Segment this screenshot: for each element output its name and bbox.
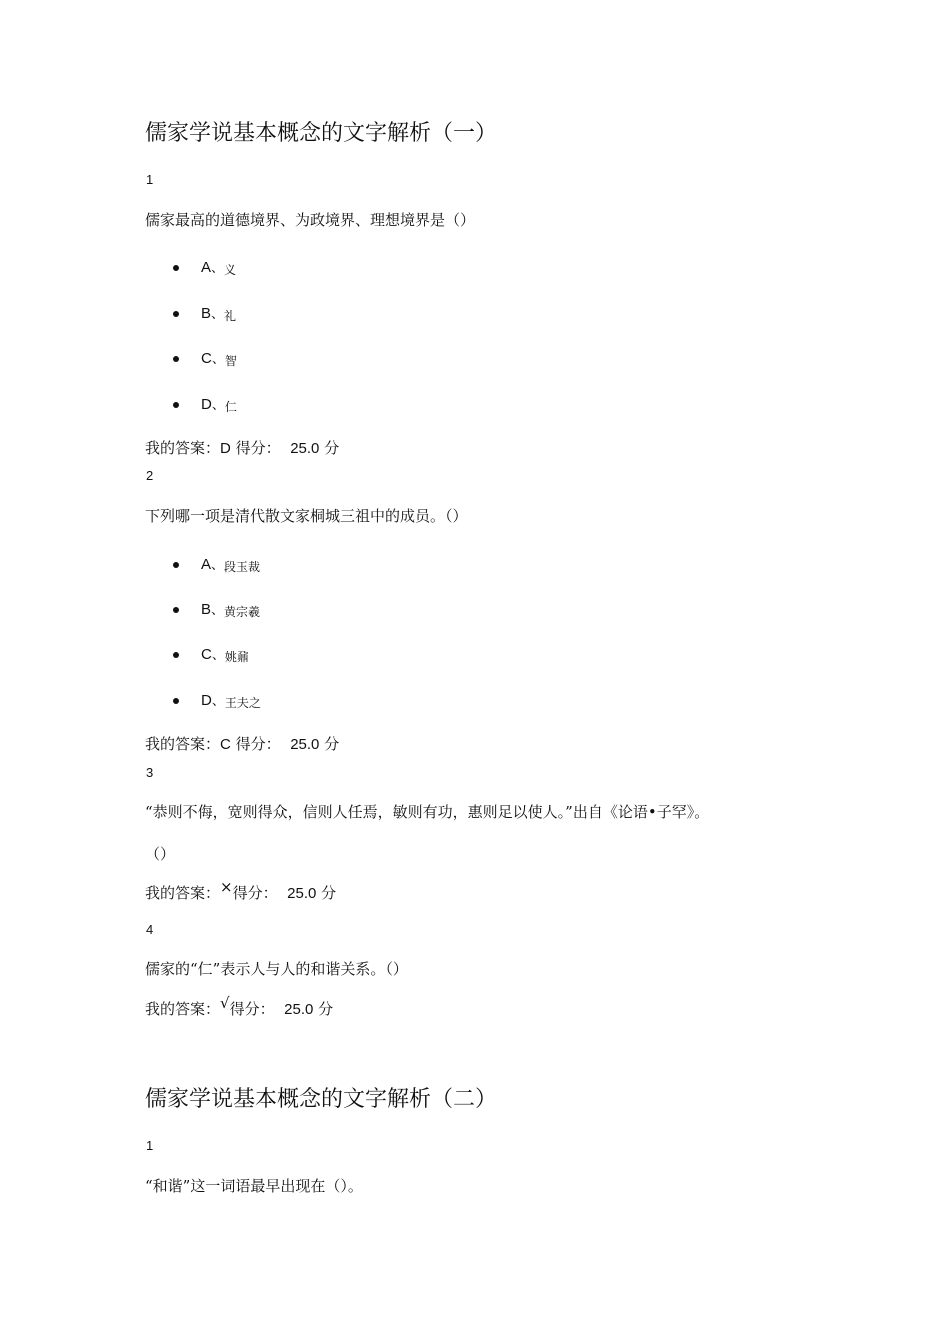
option-item: D、仁 bbox=[173, 396, 237, 412]
question-text: “和谐”这一词语最早出现在（）。 bbox=[145, 1177, 363, 1195]
question-number: 2 bbox=[146, 468, 154, 483]
option-text: 王夫之 bbox=[224, 696, 261, 710]
option-text: 义 bbox=[224, 263, 237, 277]
bullet-icon bbox=[173, 356, 179, 362]
score-value: 25.0 bbox=[290, 736, 320, 753]
question-text: 儒家的“仁”表示人与人的和谐关系。（） bbox=[145, 960, 408, 978]
option-letter: C bbox=[201, 646, 212, 663]
option-text: 礼 bbox=[224, 309, 237, 323]
score-value: 25.0 bbox=[284, 1001, 314, 1018]
section-title: 儒家学说基本概念的文字解析（二） bbox=[145, 1087, 498, 1112]
score-value: 25.0 bbox=[287, 885, 317, 902]
bullet-icon bbox=[173, 607, 179, 613]
question-text: 下列哪一项是清代散文家桐城三祖中的成员。（） bbox=[145, 507, 468, 525]
question-number: 3 bbox=[146, 765, 154, 780]
bullet-icon bbox=[173, 698, 179, 704]
option-letter: A bbox=[201, 556, 212, 573]
my-answer: C bbox=[220, 736, 231, 753]
option-item: B、黄宗羲 bbox=[173, 601, 260, 617]
option-item: D、王夫之 bbox=[173, 692, 261, 708]
option-text: 段玉裁 bbox=[224, 560, 261, 574]
question-number: 1 bbox=[146, 1138, 154, 1153]
section-title: 儒家学说基本概念的文字解析（一） bbox=[145, 121, 498, 146]
option-item: A、义 bbox=[173, 259, 236, 275]
option-text: 仁 bbox=[224, 400, 237, 414]
bullet-icon bbox=[173, 562, 179, 568]
question-text: “恭则不侮，宽则得众，信则人任焉，敏则有功，惠则足以使人。”出自《论语•子罕》。 bbox=[145, 803, 710, 821]
option-text: 黄宗羲 bbox=[224, 605, 261, 619]
option-letter: B bbox=[201, 601, 212, 618]
check-mark-icon: √ bbox=[220, 994, 230, 1012]
option-text: 姚鼐 bbox=[224, 650, 249, 664]
bullet-icon bbox=[173, 265, 179, 271]
option-item: B、礼 bbox=[173, 305, 236, 321]
option-letter: C bbox=[201, 350, 212, 367]
question-text: 儒家最高的道德境界、为政境界、理想境界是（） bbox=[145, 211, 476, 229]
my-answer: D bbox=[220, 440, 231, 457]
option-letter: B bbox=[201, 305, 212, 322]
bullet-icon bbox=[173, 311, 179, 317]
answer-line: 我的答案：×得分： 25.0 分 bbox=[145, 878, 337, 902]
option-item: C、姚鼐 bbox=[173, 646, 249, 662]
option-letter: D bbox=[201, 692, 212, 709]
bullet-icon bbox=[173, 402, 179, 408]
option-text: 智 bbox=[224, 354, 237, 368]
question-number: 1 bbox=[146, 172, 154, 187]
question-text-continued: （） bbox=[145, 845, 176, 863]
bullet-icon bbox=[173, 652, 179, 658]
score-value: 25.0 bbox=[290, 440, 320, 457]
option-letter: A bbox=[201, 259, 212, 276]
answer-line: 我的答案：C 得分： 25.0 分 bbox=[145, 735, 340, 753]
answer-line: 我的答案：D 得分： 25.0 分 bbox=[145, 439, 340, 457]
option-item: A、段玉裁 bbox=[173, 556, 260, 572]
question-number: 4 bbox=[146, 922, 154, 937]
cross-mark-icon: × bbox=[220, 878, 233, 896]
answer-line: 我的答案：√得分： 25.0 分 bbox=[145, 994, 334, 1018]
option-letter: D bbox=[201, 396, 212, 413]
option-item: C、智 bbox=[173, 350, 237, 366]
